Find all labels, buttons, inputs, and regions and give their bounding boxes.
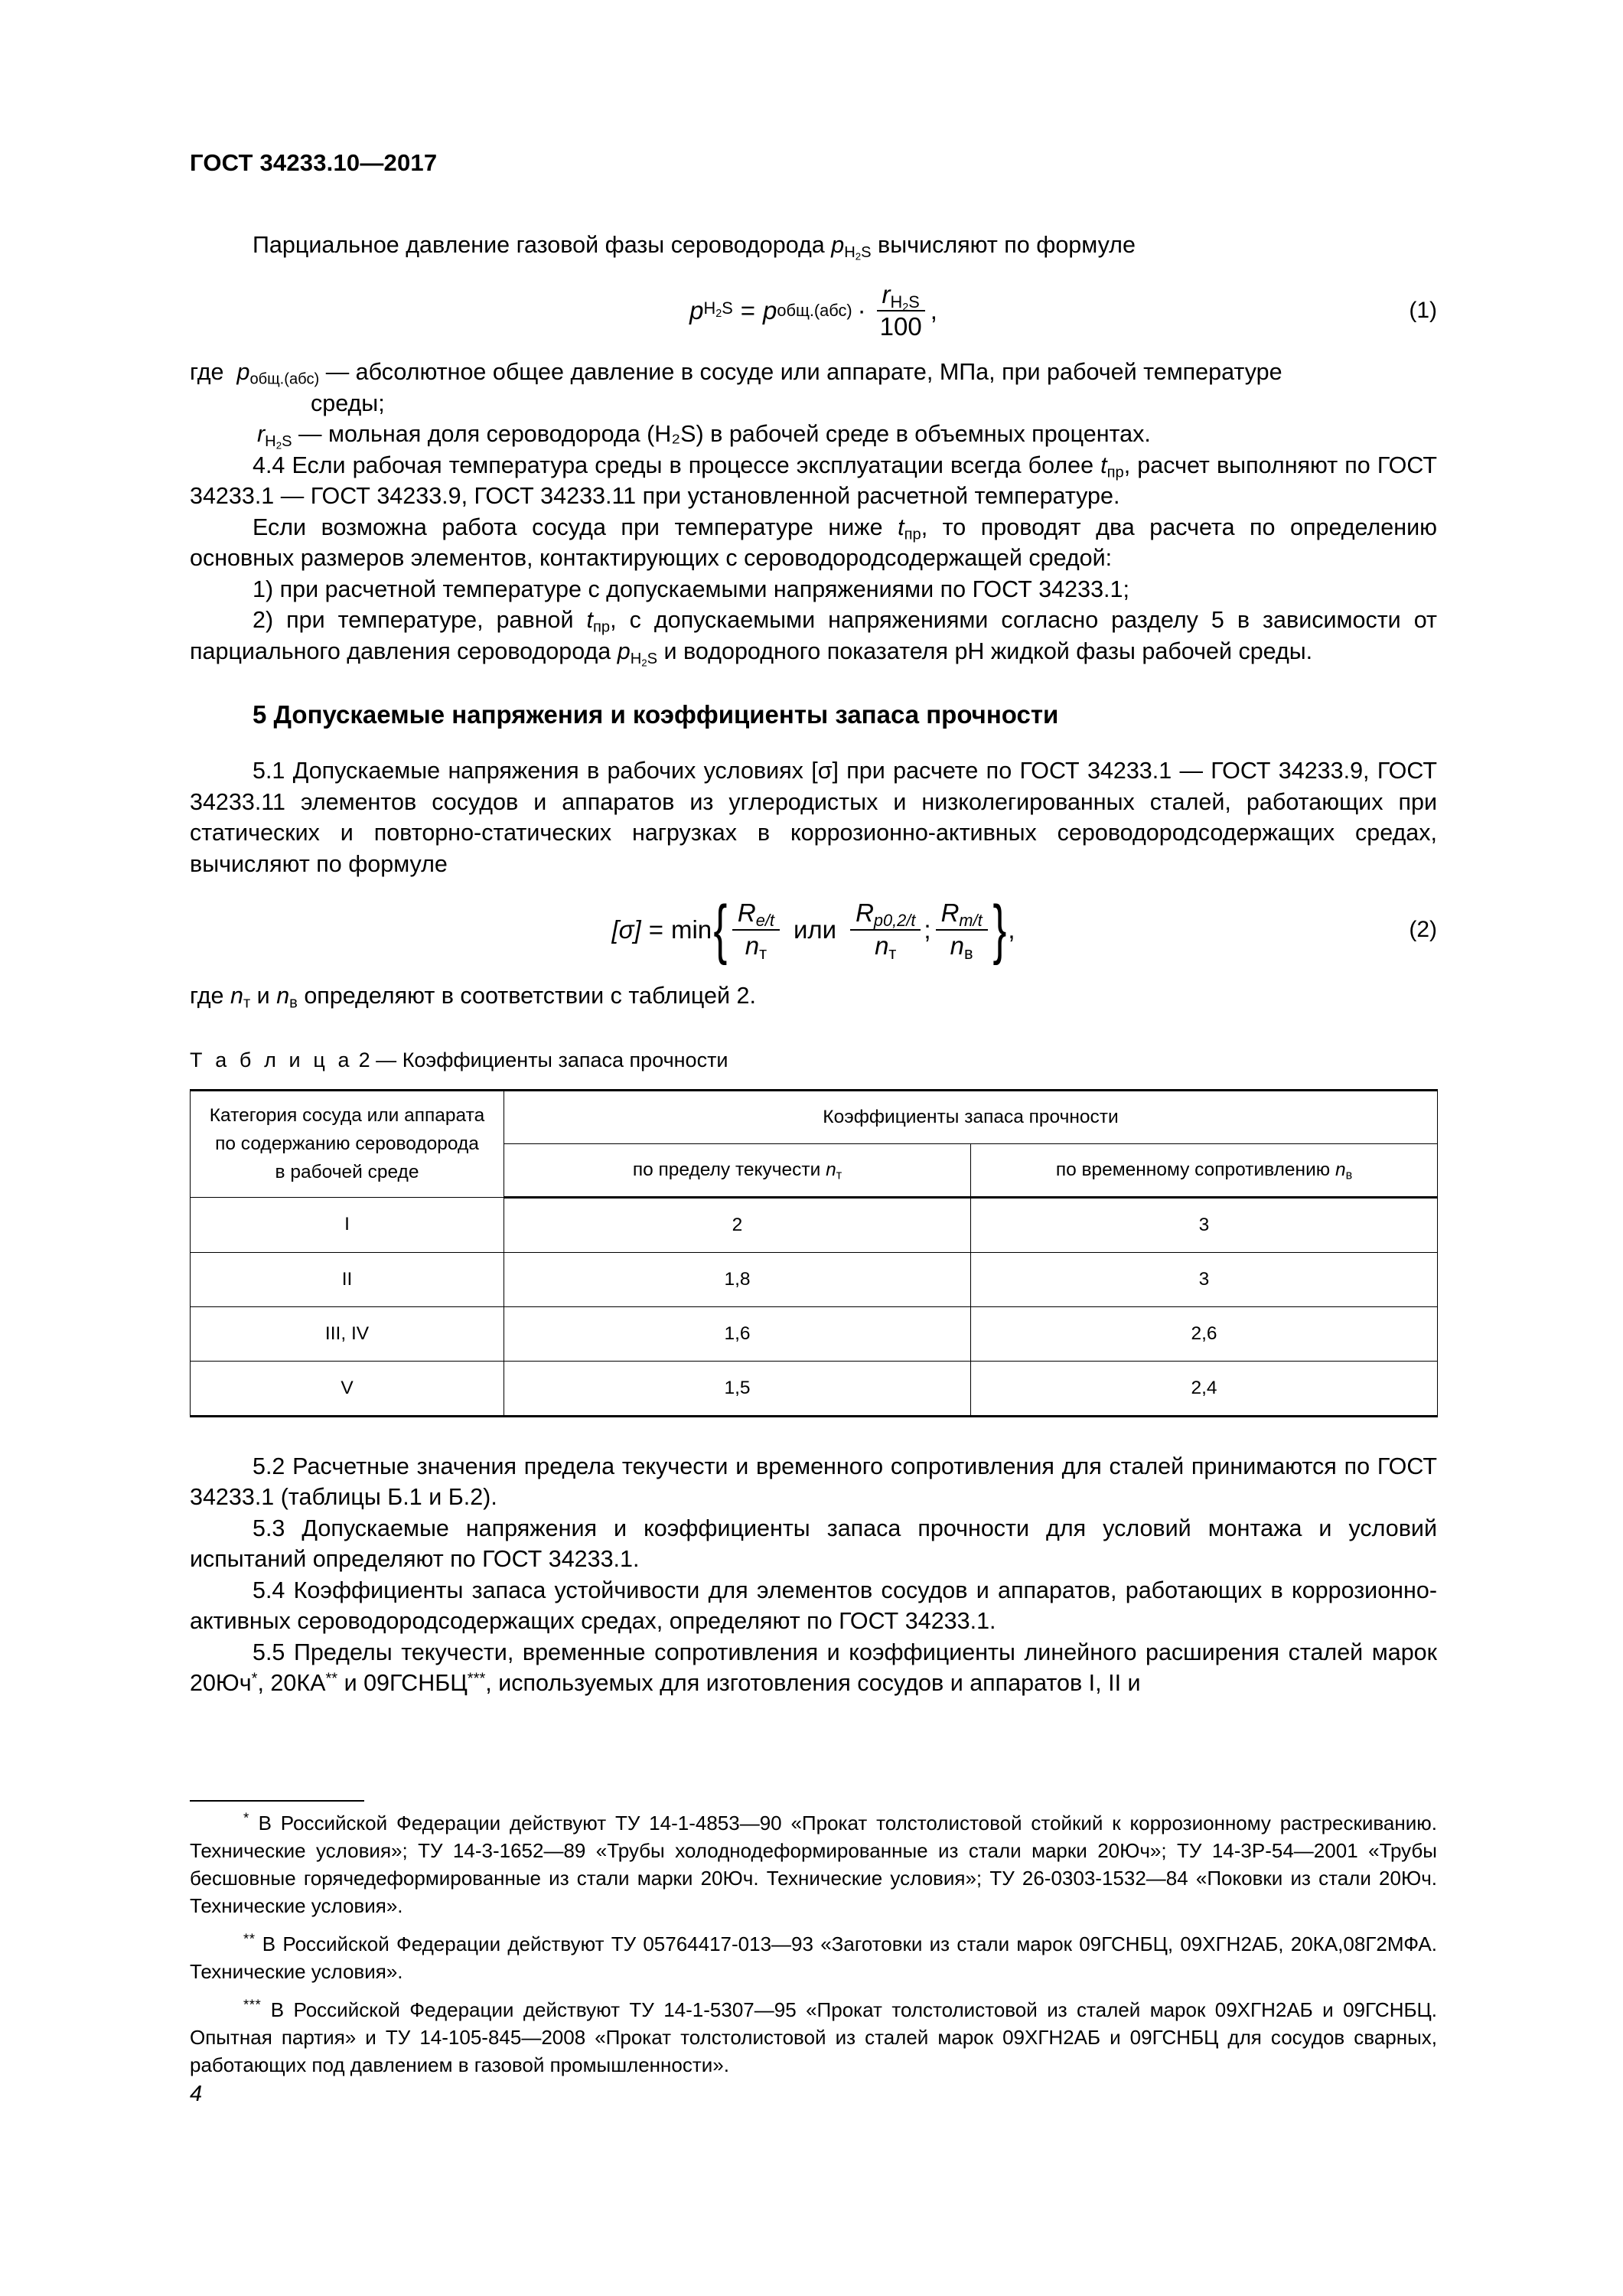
f2-num-2: [850, 899, 921, 931]
f1-rhs-p: p: [763, 296, 777, 325]
table-caption-title: Коэффициенты запаса прочности: [402, 1048, 728, 1071]
formula-2-row: [190, 892, 1437, 967]
col1-header-line-3: в рабочей среде: [275, 1162, 419, 1183]
table-caption-label: Т а б л и ц а: [190, 1048, 354, 1071]
f1-lhs-sub-h: H: [703, 298, 716, 318]
where1-term-sub: общ.(абс): [249, 371, 320, 389]
cell-nv: 2,6: [971, 1306, 1438, 1361]
table-row: [191, 1306, 1438, 1361]
list-item-2-symbol-p: p: [617, 638, 631, 664]
intro-symbol-sub-h: H: [844, 243, 855, 261]
f2-den-2: [869, 931, 901, 964]
f1-equals: =: [740, 296, 756, 325]
clause-44-text-1: 4.4 Если рабочая температура среды в процессе эксплуатации всегда более: [253, 452, 1101, 478]
where1-term2-sub-h: H: [265, 433, 276, 451]
f2-num2-sub: p0,2/t: [873, 911, 916, 931]
f2-equals: =: [648, 915, 663, 944]
where-label-1: где: [190, 359, 224, 386]
f1-lhs-sub-s: S: [722, 298, 733, 318]
col3-header-text: по временному сопротивлению: [1055, 1159, 1335, 1180]
list-item-2-symbol-sub: пр: [593, 619, 611, 637]
list-item-1: [190, 574, 1437, 605]
cell-nv: 3: [971, 1197, 1438, 1252]
where2-n2: n: [276, 983, 290, 1009]
footnote-3-text: В Российской Федерации действуют ТУ 14-1-5307—95 «Прокат толстолистовой из сталей марок 09ХГН2АБ и 09ГСНБЦ. Опытная партия» и ТУ 14-105-845—2008 «Прокат толстолистовой из сталей марок 09ХГН2АБ и 09ГСНБЦ для сосудов сварных, работающих под давлением в газовой промышленности».: [190, 1998, 1437, 2076]
footnote-2: [190, 1930, 1437, 1985]
f2-min: min: [670, 915, 712, 944]
f1-fraction: [875, 281, 927, 342]
f2-den3-n: n: [950, 931, 964, 960]
table-row: [191, 1252, 1438, 1306]
f1-multiply: ·: [857, 296, 866, 325]
clause-55-footnote-mark-2: **: [325, 1670, 338, 1688]
clause-4-4-b: [190, 512, 1437, 574]
clause-4-4: [190, 450, 1437, 512]
f1-denominator: 100: [879, 312, 922, 341]
table-2-body: [191, 1197, 1438, 1416]
clause-5-5: [190, 1637, 1437, 1699]
clause-55-footnote-mark-3: ***: [467, 1670, 486, 1688]
cell-nt: 1,5: [504, 1361, 971, 1416]
footnote-gap: [190, 1919, 1437, 1930]
f2-den2-n: n: [875, 931, 889, 960]
where2-n1-sub: т: [243, 994, 251, 1012]
table-group-header: Коэффициенты запаса прочности: [504, 1090, 1438, 1143]
list-item-2-text-3: и водородного показателя pH жидкой фазы рабочей среды.: [657, 638, 1313, 664]
footnote-3: [190, 1996, 1437, 2079]
formula-1-row: [190, 281, 1437, 342]
f2-comma: ,: [1008, 915, 1015, 944]
clause-55-footnote-mark-1: *: [251, 1670, 258, 1688]
table-2-caption: [190, 1049, 1437, 1072]
footnote-2-mark: **: [243, 1930, 256, 1947]
clause-44b-symbol-t: t: [898, 514, 904, 540]
table-caption-dash: —: [376, 1048, 397, 1071]
f2-brace-close: }: [992, 892, 1006, 967]
cell-nv: 3: [971, 1252, 1438, 1306]
section-5-heading: 5 Допускаемые напряжения и коэффициенты запаса прочности: [253, 700, 1059, 729]
footnote-separator-rule: [190, 1800, 364, 1802]
f2-num3-r: R: [940, 899, 960, 928]
formula-2-number: (2): [1409, 917, 1437, 943]
clause-55-text-4: , используемых для изготовления сосудов и аппаратов I, II и: [485, 1670, 1141, 1697]
f2-den1-sub: т: [759, 944, 768, 964]
f2-or: или: [793, 915, 837, 944]
clause-44-symbol-sub: пр: [1106, 464, 1124, 481]
table-col1-header: [191, 1090, 504, 1197]
page-number: 4: [190, 2082, 203, 2106]
where-block-1: [190, 357, 1437, 388]
intro-symbol-sub-s: S: [861, 243, 872, 261]
cell-nt: 1,8: [504, 1252, 971, 1306]
clause-5-1: 5.1 Допускаемые напряжения в рабочих условиях [σ] при расчете по ГОСТ 34233.1 — ГОСТ 34233.9, ГОСТ 34233.11 элементов сосудов и аппаратов из углеродистых и низколегированных сталей, работающих при статических и повторно-статических нагрузках в коррозионно-активных сероводородсодержащих средах, вычисляют по формуле: [190, 758, 1437, 877]
footnote-gap: [190, 1985, 1437, 1996]
f2-den-3: [945, 931, 979, 964]
where2-n1: n: [230, 983, 243, 1009]
col2-header-symbol: n: [826, 1159, 836, 1180]
f1-comma: ,: [930, 296, 937, 325]
list-item-1-text: 1) при расчетной температуре с допускаемыми напряжениями по ГОСТ 34233.1;: [253, 576, 1129, 602]
cell-category: I: [191, 1197, 504, 1252]
f1-num-sub-h: H: [890, 292, 903, 311]
col1-header-line-2: по содержанию сероводорода: [215, 1133, 479, 1155]
footnote-1-text: В Российской Федерации действуют ТУ 14-1-4853—90 «Прокат толстолистовой стойкий к коррозионному растрескиванию. Технические условия»; ТУ 14-3-1652—89 «Трубы холоднодеформированные из стали марки 20Юч»; ТУ 14-3Р-54—2001 «Трубы бесшовные горячедеформированные из стали марки 20Юч. Технические условия»; ТУ 26-0303-1532—84 «Поковки из стали 20Юч. Технические условия».: [190, 1812, 1437, 1917]
f2-num-3: [936, 899, 988, 931]
cell-nt: 2: [504, 1197, 971, 1252]
list-item-2-text-1: 2) при температуре, равной: [253, 607, 587, 634]
table-col2-header: [504, 1143, 971, 1197]
f1-num-sub-2: 2: [902, 301, 909, 314]
cell-category: III, IV: [191, 1306, 504, 1361]
intro-text-before: Парциальное давление газовой фазы сероводорода: [253, 232, 832, 258]
clause-44b-text-1: Если возможна работа сосуда при температуре ниже: [253, 514, 898, 540]
list-item-2-symbol2-sub-2: 2: [641, 657, 647, 669]
col3-header-symbol: n: [1335, 1159, 1346, 1180]
f2-fraction-2: [850, 899, 921, 964]
where1-definition-1b: среды;: [311, 390, 385, 416]
f2-num3-sub: m/t: [959, 911, 983, 931]
f1-lhs-p: p: [689, 296, 704, 325]
intro-paragraph: [190, 230, 1437, 261]
list-item-2-symbol2-sub-h: H: [630, 650, 642, 667]
f2-num1-sub: e/t: [755, 911, 774, 931]
intro-text-after: вычисляют по формуле: [871, 232, 1136, 258]
clause-55-text-3: и 09ГСНБЦ: [337, 1670, 468, 1697]
f2-num-1: [732, 899, 780, 931]
where2-label: где: [190, 983, 230, 1009]
footnote-3-mark: ***: [243, 1996, 262, 2013]
f2-lhs: [σ]: [611, 915, 641, 944]
where-block-1-cont: [190, 388, 1437, 419]
where1-term2-sub-2: 2: [275, 439, 282, 452]
f2-fraction-1: [732, 899, 780, 964]
where-block-3: [190, 980, 1437, 1012]
f2-brace-open: {: [713, 892, 728, 967]
cell-nt: 1,6: [504, 1306, 971, 1361]
where2-n2-sub: в: [289, 994, 298, 1012]
document-header: ГОСТ 34233.10—2017: [190, 149, 438, 176]
formula-1: [689, 281, 937, 342]
table-2-head: [191, 1090, 1438, 1197]
clause-5-4: 5.4 Коэффициенты запаса устойчивости для элементов сосудов и аппаратов, работающих в коррозионно-активных сероводородсодержащих средах, определяют по ГОСТ 34233.1.: [190, 1577, 1437, 1635]
col2-header-text: по пределу текучести: [632, 1159, 826, 1180]
list-item-2: [190, 605, 1437, 667]
footnote-1: [190, 1809, 1437, 1919]
f1-rhs-sub: общ.(абс): [777, 301, 852, 321]
where1-dash: —: [325, 359, 350, 386]
f1-num-r: r: [882, 279, 891, 308]
where1-term-p: p: [236, 359, 250, 386]
list-item-2-symbol-t: t: [586, 607, 594, 634]
footnote-1-mark: *: [243, 1809, 249, 1826]
table-header-row-1: [191, 1090, 1438, 1143]
cell-category: V: [191, 1361, 504, 1416]
table-2: [190, 1089, 1438, 1417]
where2-and: и: [250, 983, 277, 1009]
table-row: [191, 1197, 1438, 1252]
clause-44b-symbol-sub: пр: [904, 526, 921, 543]
where2-dash: —: [298, 421, 322, 448]
table-row: [191, 1361, 1438, 1416]
intro-symbol-sub-2: 2: [855, 250, 862, 263]
table-col3-header: [971, 1143, 1438, 1197]
f2-semicolon: ;: [924, 915, 931, 944]
clause-55-text-1: 5.5 Пределы текучести, временные сопротивления и коэффициенты линейного расширения сталей марок 20Юч: [190, 1639, 1437, 1697]
col3-header-sub: в: [1345, 1168, 1353, 1182]
f2-den2-sub: т: [888, 944, 897, 964]
clause-5-2: 5.2 Расчетные значения предела текучести и временного сопротивления для сталей принимаются по ГОСТ 34233.1 (таблицы Б.1 и Б.2).: [190, 1453, 1437, 1511]
f2-num1-r: R: [737, 899, 756, 928]
f2-den1-n: n: [745, 931, 760, 960]
where2-tail: определяют в соответствии с таблицей 2.: [297, 983, 756, 1009]
list-item-2-symbol2-sub-s: S: [647, 650, 658, 667]
formula-1-number: (1): [1409, 298, 1437, 324]
f2-fraction-3: [936, 899, 988, 964]
where1-definition-2: мольная доля сероводорода (H₂S) в рабочей среде в объемных процентах.: [328, 421, 1151, 448]
list-item-2-text-2: , с допускаемыми напряжениями согласно разделу 5 в зависимости от парциального давления сероводорода: [190, 607, 1437, 664]
clause-44b-text-2: , то проводят два расчета по определению основных размеров элементов, контактирующих с сероводородсодержащей средой:: [190, 514, 1438, 572]
clause-44-text-2: , расчет выполняют по ГОСТ 34233.1 — ГОСТ 34233.9, ГОСТ 34233.11 при установленной расчетной температуре.: [190, 452, 1437, 510]
cell-nv: 2,4: [971, 1361, 1438, 1416]
formula-2: [611, 892, 1015, 967]
clause-44-symbol-t: t: [1100, 452, 1107, 478]
where1-definition-1: абсолютное общее давление в сосуде или аппарате, МПа, при рабочей температуре: [355, 359, 1282, 386]
footnote-block: [190, 1800, 1437, 2079]
table-caption-number: 2: [358, 1048, 370, 1071]
footnote-2-text: В Российской Федерации действуют ТУ 05764417-013—93 «Заготовки из стали марок 09ГСНБЦ, 09ХГН2АБ, 20КА,08Г2МФА. Технические условия».: [190, 1932, 1437, 1983]
f2-den3-sub: в: [963, 944, 973, 964]
cell-category: II: [191, 1252, 504, 1306]
clause-55-text-2: , 20КА: [257, 1670, 326, 1697]
f1-numerator: [877, 281, 925, 312]
f1-lhs-sub-2: 2: [715, 307, 722, 320]
intro-symbol-p: p: [831, 232, 845, 258]
col1-header-line-1: Категория сосуда или аппарата: [209, 1105, 485, 1127]
f2-den-1: [740, 931, 772, 964]
document-body: [190, 230, 1437, 1699]
f1-num-sub-s: S: [908, 292, 920, 311]
clause-5-3: 5.3 Допускаемые напряжения и коэффициенты запаса прочности для условий монтажа и условий испытаний определяют по ГОСТ 34233.1.: [190, 1515, 1437, 1573]
col2-header-sub: т: [836, 1168, 842, 1182]
where1-term2-sub-s: S: [282, 433, 292, 451]
where1-term-r: r: [257, 421, 266, 448]
where-block-2: [190, 419, 1437, 450]
f2-num2-r: R: [855, 899, 874, 928]
